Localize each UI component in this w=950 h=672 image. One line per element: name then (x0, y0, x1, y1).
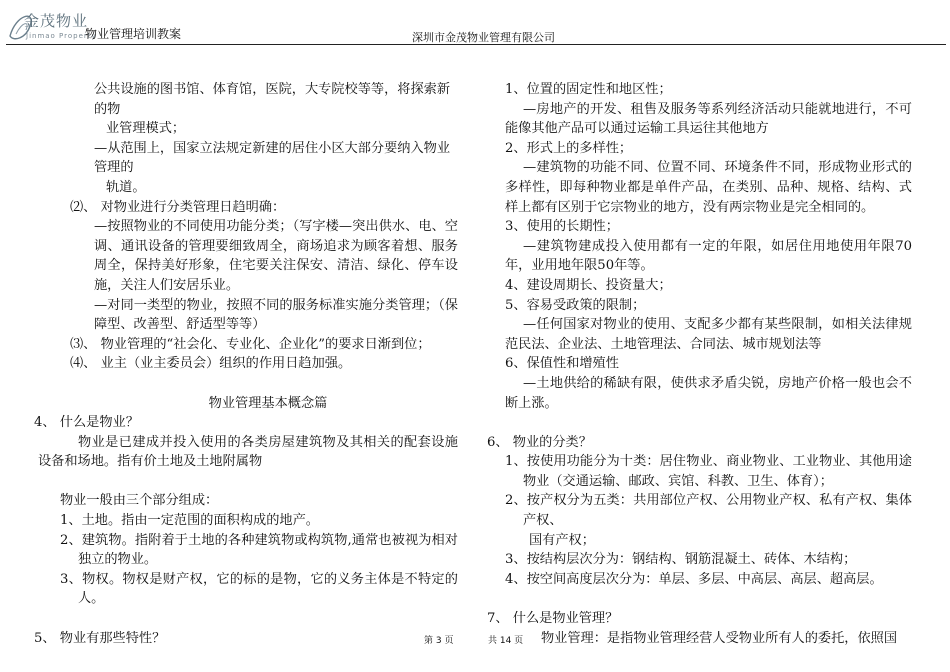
page-total: 共 14 页 (488, 636, 524, 646)
logo-text: 金茂物业 (24, 12, 89, 30)
paragraph: —对同一类型的物业，按照不同的服务标准实施分类管理；（保障型、改善型、舒适型等等） (94, 297, 458, 333)
paragraph: 物业管理：是指物业管理经营人受物业所有人的委托，依照国 (541, 630, 898, 646)
paragraph: —从范围上，国家立法规定新建的居住小区大部分要纳入物业管理的 (94, 140, 451, 176)
list-item: ⑷、 业主（业主委员会）组织的作用日趋加强。 (70, 356, 352, 372)
document-title: 物业管理培训教案 (85, 27, 182, 41)
paragraph: 国有产权； (529, 532, 595, 548)
list-item: 2、建筑物。指附着于土地的各种建筑物或构筑物,通常也被视为相对独立的物业。 (60, 532, 458, 568)
list-item: 2、形式上的多样性； (505, 140, 633, 156)
header-divider (6, 44, 946, 45)
list-item: 3、按结构层次分为：钢结构、钢筋混凝土、砖体、木结构； (505, 552, 857, 568)
list-item: 4、按空间高度层次分为：单层、多层、中高层、高层、超高层。 (505, 571, 883, 587)
list-item: 3、使用的长期性； (505, 219, 619, 235)
paragraph: —房地产的开发、租售及服务等系列经济活动只能就地进行，不可能像其他产品可以通过运输工具运往其他地方 (505, 101, 912, 137)
list-item: 4、建设周期长、投资量大； (505, 277, 672, 293)
list-item: 1、土地。指由一定范围的面积构成的地产。 (60, 513, 319, 529)
company-name: 深圳市金茂物业管理有限公司 (412, 31, 555, 44)
list-item: 3、物权。物权是财产权，它的标的是物，它的义务主体是不特定的人。 (60, 571, 458, 607)
paragraph: 轨道。 (106, 179, 146, 195)
paragraph: 业管理模式； (106, 121, 186, 137)
paragraph: —建筑物的功能不同、位置不同、环境条件不同，形成物业形式的多样性，即每种物业都是单件产品，在类别、品种、规格、结构、式样上都有区别于它宗物业的地方，没有两宗物业是完全相同的。 (505, 160, 912, 215)
list-item: 1、按使用功能分为十类：居住物业、商业物业、工业物业、其他用途物业（交通运输、邮政、宾馆、科教、卫生、体育）； (505, 454, 912, 489)
paragraph: —建筑物建成投入使用都有一定的年限，如居住用地使用年限70年，业用地年限50年等。 (505, 238, 912, 274)
list-item: ⑵、 对物业进行分类管理日趋明确： (70, 199, 286, 215)
paragraph: —土地供给的稀缺有限，使供求矛盾尖锐，房地产价格一般也会不断上涨。 (505, 375, 912, 411)
question-heading: 4、 什么是物业？ (34, 415, 139, 431)
list-item: ⑶、 物业管理的“社会化、专业化、企业化”的要求日渐到位； (70, 336, 431, 352)
paragraph: 物业是已建成并投入使用的各类房屋建筑物及其相关的配套设施设备和场地。指有价土地及土地附属物 (38, 434, 458, 470)
paragraph: 物业一般由三个部分组成： (60, 493, 219, 509)
question-heading: 7、 什么是物业管理？ (487, 611, 619, 627)
section-title: 物业管理基本概念篇 (208, 395, 328, 411)
page-number: 第 3 页 (424, 636, 454, 646)
paragraph: 公共设施的图书馆、体育馆，医院，大专院校等等，将探索新的物 (94, 82, 451, 117)
company-logo (6, 8, 97, 48)
left-column (34, 80, 458, 648)
paragraph: —任何国家对物业的使用、支配多少都有某些限制，如相关法律规范民法、企业法、土地管理法、合同法、城市规划法等 (505, 317, 912, 352)
right-column (487, 80, 912, 648)
paragraph: —按照物业的不同使用功能分类；（写字楼—突出供水、电、空调、通讯设备的管理要细致周全，商场追求为顾客着想、服务周全，保持美好形象，住宅要关注保安、清洁、绿化、停车设施，关注人们安居乐业。 (94, 219, 458, 293)
list-item: 6、保值性和增殖性 (505, 356, 619, 372)
list-item: 2、按产权分为五类：共用部位产权、公用物业产权、私有产权、集体产权、 (505, 493, 912, 529)
list-item: 1、位置的固定性和地区性； (505, 82, 672, 97)
list-item: 5、容易受政策的限制； (505, 297, 646, 313)
logo-subtext: Jinmao Property (26, 32, 97, 40)
question-heading: 6、 物业的分类？ (487, 434, 592, 450)
question-heading: 5、 物业有那些特性？ (34, 630, 166, 646)
